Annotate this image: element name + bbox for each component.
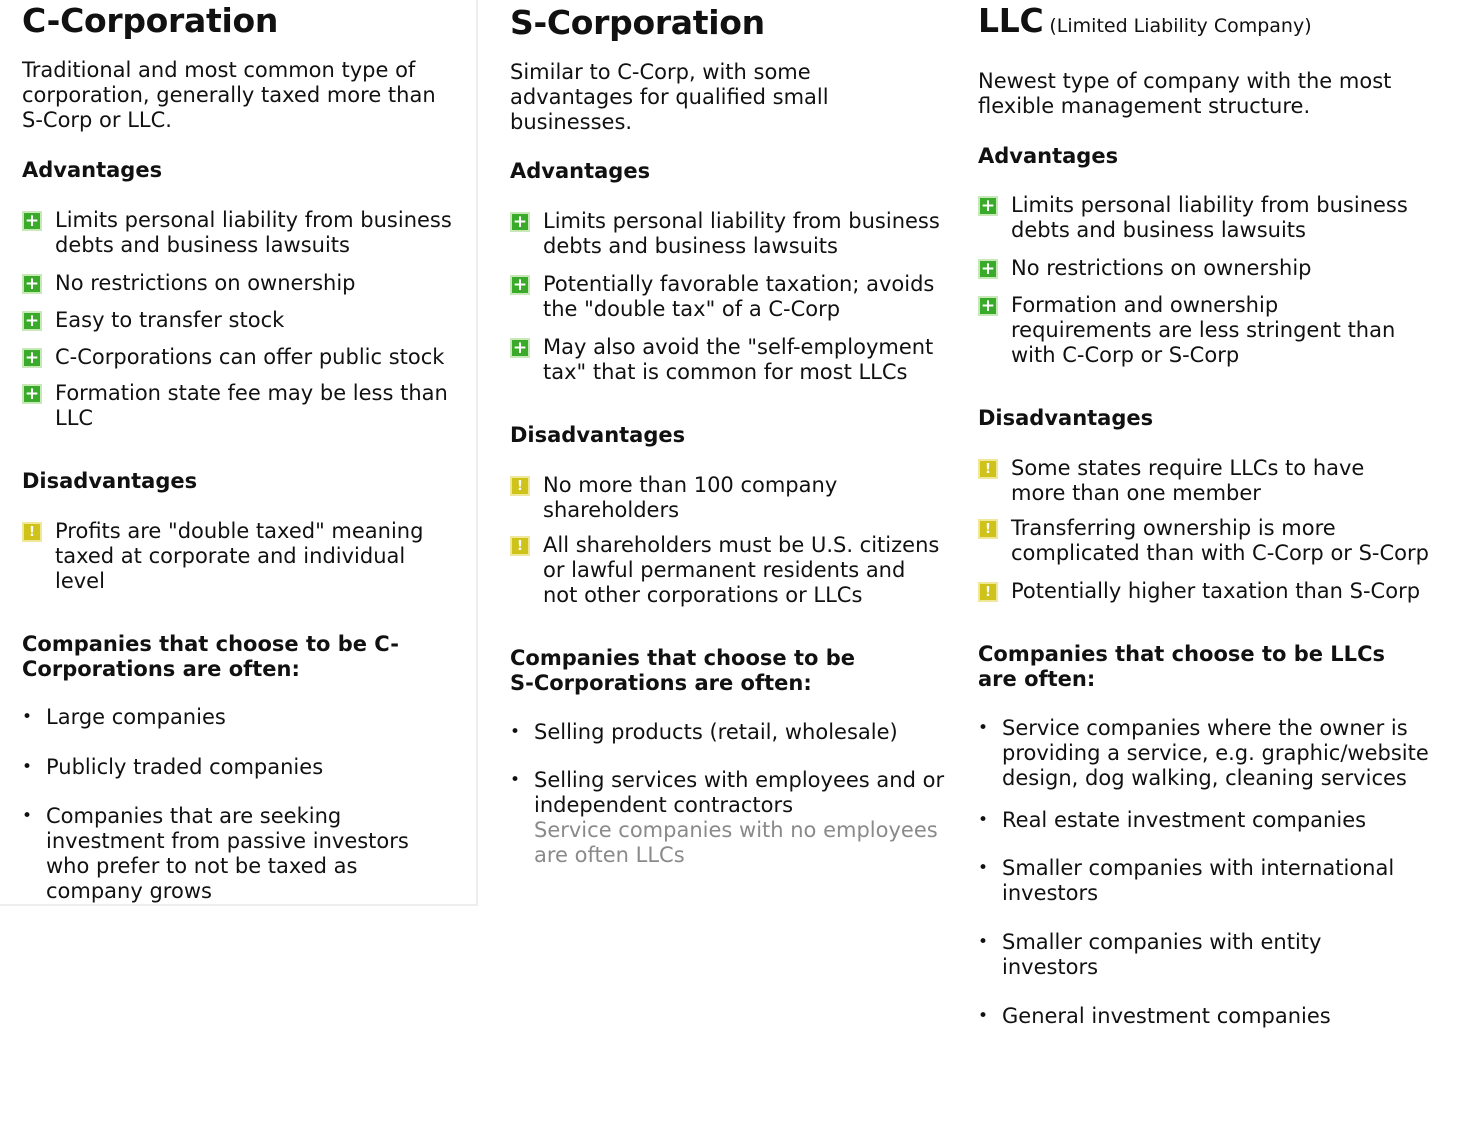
llc-company-item: • Smaller companies with international investors	[978, 856, 1395, 905]
warning-icon: !	[978, 582, 998, 602]
bullet-icon: •	[510, 770, 521, 790]
plus-icon: +	[510, 338, 530, 358]
llc-advantage-item: + No restrictions on ownership	[978, 256, 1418, 281]
s-corp-description: Similar to C-Corp, with some advantages for qualified small businesses.	[510, 60, 829, 134]
bullet-icon: •	[22, 757, 33, 777]
s-corp-company-item: • Selling services with employees and or independent contractors Service companies with no employees are often LLCs	[510, 768, 950, 868]
llc-companies-list	[978, 716, 1438, 1029]
warning-icon: !	[978, 519, 998, 539]
c-corp-company-item: • Large companies	[22, 705, 226, 729]
c-corp-advantage-item: + Formation state fee may be less than LLC	[22, 381, 465, 431]
c-corp-advantage-item: + Easy to transfer stock	[22, 308, 462, 333]
bullet-icon: •	[22, 806, 33, 826]
s-corp-column	[510, 0, 960, 868]
llc-description: Newest type of company with the most flexible management structure.	[978, 69, 1392, 118]
llc-company-item: • Service companies where the owner is providing a service, e.g. graphic/website design, dog walking, cleaning services	[978, 716, 1429, 790]
s-corp-advantages-heading: Advantages	[510, 159, 651, 183]
llc-disadvantages-heading: Disadvantages	[978, 406, 1154, 430]
bullet-icon: •	[978, 858, 989, 878]
c-corp-company-item: • Companies that are seeking investment from passive investors who prefer to not be taxed as company grows	[22, 804, 409, 903]
bullet-icon: •	[978, 810, 989, 830]
bullet-icon: •	[22, 707, 33, 727]
c-corp-title: C-Corporation	[22, 1, 279, 40]
plus-icon: +	[22, 348, 42, 368]
s-corp-advantage-item: + Potentially favorable taxation; avoids the "double tax" of a C-Corp	[510, 272, 938, 322]
s-corp-companies-heading: Companies that choose to be S-Corporations are often:	[510, 646, 855, 695]
s-corp-advantage-item: + May also avoid the "self-employment tax" that is common for most LLCs	[510, 335, 940, 385]
s-corp-advantage-item: + Limits personal liability from business debts and business lawsuits	[510, 209, 940, 259]
c-corp-advantage-item: + C-Corporations can offer public stock	[22, 345, 462, 370]
llc-title-subtitle: (Limited Liability Company)	[1049, 15, 1312, 37]
llc-title: LLC (Limited Liability Company)	[978, 1, 1312, 40]
bullet-icon: •	[978, 1006, 989, 1026]
s-corp-disadvantage-item: ! All shareholders must be U.S. citizens or lawful permanent residents and not other corporations or LLCs	[510, 533, 940, 608]
llc-advantages-heading: Advantages	[978, 144, 1119, 168]
c-corp-companies-list	[22, 705, 432, 904]
llc-disadvantages-list	[978, 456, 1429, 604]
c-corp-advantage-item: + No restrictions on ownership	[22, 271, 462, 296]
c-corp-advantage-item: + Limits personal liability from business debts and business lawsuits	[22, 208, 462, 258]
plus-icon: +	[978, 296, 998, 316]
warning-icon: !	[978, 459, 998, 479]
llc-disadvantage-item: ! Potentially higher taxation than S-Corp	[978, 579, 1421, 604]
c-corp-description: Traditional and most common type of corporation, generally taxed more than S-Corp or LLC.	[22, 58, 436, 132]
plus-icon: +	[22, 274, 42, 294]
llc-column	[978, 0, 1458, 1029]
plus-icon: +	[510, 275, 530, 295]
llc-disadvantage-item: ! Transferring ownership is more complicated than with C-Corp or S-Corp	[978, 516, 1431, 566]
llc-advantages-list	[978, 193, 1418, 368]
warning-icon: !	[510, 476, 530, 496]
plus-icon: +	[978, 196, 998, 216]
llc-disadvantage-item: ! Some states require LLCs to have more than one member	[978, 456, 1411, 506]
bullet-icon: •	[978, 932, 989, 952]
llc-advantage-item: + Formation and ownership requirements are less stringent than with C-Corp or S-Corp	[978, 293, 1418, 368]
c-corp-disadvantage-item: ! Profits are "double taxed" meaning taxed at corporate and individual level	[22, 519, 442, 594]
plus-icon: +	[510, 212, 530, 232]
s-corp-companies-list	[510, 720, 950, 868]
s-corp-advantages-list	[510, 209, 940, 385]
c-corp-advantages-list	[22, 208, 462, 431]
llc-company-item: • Smaller companies with entity investors	[978, 930, 1322, 979]
bullet-icon: •	[978, 718, 989, 738]
s-corp-title: S-Corporation	[510, 3, 765, 42]
c-corp-advantages-heading: Advantages	[22, 158, 163, 182]
c-corp-column	[0, 0, 478, 906]
s-corp-companies-note: Service companies with no employees are often LLCs	[534, 818, 938, 867]
llc-company-item: • General investment companies	[978, 1004, 1331, 1028]
plus-icon: +	[22, 384, 42, 404]
warning-icon: !	[510, 536, 530, 556]
c-corp-company-item: • Publicly traded companies	[22, 755, 324, 779]
plus-icon: +	[22, 211, 42, 231]
s-corp-company-item: • Selling products (retail, wholesale)	[510, 720, 898, 744]
s-corp-disadvantages-heading: Disadvantages	[510, 423, 686, 447]
c-corp-disadvantages-list	[22, 519, 442, 594]
plus-icon: +	[978, 259, 998, 279]
bullet-icon: •	[510, 722, 521, 742]
s-corp-disadvantage-item: ! No more than 100 company shareholders	[510, 473, 863, 523]
plus-icon: +	[22, 311, 42, 331]
s-corp-disadvantages-list	[510, 473, 940, 608]
c-corp-disadvantages-heading: Disadvantages	[22, 469, 198, 493]
llc-advantage-item: + Limits personal liability from business debts and business lawsuits	[978, 193, 1418, 243]
llc-companies-heading: Companies that choose to be LLCs are often:	[978, 642, 1385, 691]
llc-company-item: • Real estate investment companies	[978, 808, 1367, 832]
c-corp-companies-heading: Companies that choose to be C-Corporations are often:	[22, 632, 399, 681]
warning-icon: !	[22, 522, 42, 542]
